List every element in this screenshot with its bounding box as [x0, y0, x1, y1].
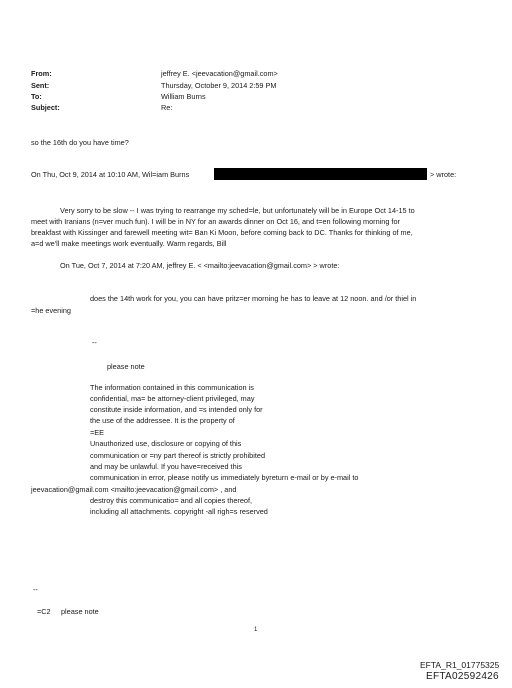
disclaimer-line-3: constitute inside information, and =s intended only for — [90, 405, 263, 414]
disclaimer-line-5: =EE — [90, 428, 104, 437]
to-label: To: — [31, 92, 42, 101]
disclaimer-tail-2: including all attachments. copyright -all righ=s reserved — [90, 507, 268, 516]
subject-label: Subject: — [31, 103, 60, 112]
please-note-2: please note — [61, 607, 99, 616]
bates-number-2: EFTA02592426 — [426, 671, 499, 682]
disclaimer-line-7: communication or =ny part thereof is strictly prohibited — [90, 451, 266, 460]
from-value: jeffrey E. <jeevacation@gmail.com> — [161, 69, 278, 78]
opening-line: so the 16th do you have time? — [31, 138, 129, 147]
burns-line-2: meet with Iranians (n=ver much fun). I will be in NY for an awards dinner on Oct 16, and t=en following morning for — [31, 217, 400, 226]
quote1-header-wrote: > wrote: — [430, 170, 457, 179]
signature-dashes-2: -- — [33, 585, 38, 594]
epstein-line-1: does the 14th work for you, you can have pritz=er morning he has to leave at 12 noon. and /or thiel in — [90, 294, 417, 303]
c2-fragment: =C2 — [37, 607, 51, 616]
disclaimer-line-8: and may be unlawful. If you have=received this — [90, 462, 242, 471]
burns-line-1: Very sorry to be slow -- I was trying to rearrange my sched=le, but unfortunately will be in Europe Oct 14-15 to — [60, 206, 415, 215]
sent-value: Thursday, October 9, 2014 2:59 PM — [161, 81, 277, 90]
disclaimer-line-1: The information contained in this communication is — [90, 383, 254, 392]
quote1-header: On Thu, Oct 9, 2014 at 10:10 AM, Wil=iam Burns — [31, 170, 190, 179]
disclaimer-line-6: Unauthorized use, disclosure or copying of this — [90, 439, 242, 448]
quote2-header: On Tue, Oct 7, 2014 at 7:20 AM, jeffrey E. < <mailto:jeevacation@gmail.com> > wrote: — [60, 261, 340, 270]
disclaimer-line-9: communication in error, please notify us immediately byreturn e-mail or by e-mail to — [90, 473, 359, 482]
redaction-box — [214, 168, 427, 180]
subject-value: Re: — [161, 103, 173, 112]
epstein-line-2: =he evening — [31, 306, 71, 315]
disclaimer-tail-1: destroy this communicatio= and all copies thereof, — [90, 496, 253, 505]
sent-label: Sent: — [31, 81, 50, 90]
to-value: William Burns — [161, 92, 206, 101]
disclaimer-line-4: the use of the addressee. It is the property of — [90, 416, 235, 425]
burns-line-4: a=d we'll make meetings work eventually. Warm regards, Bill — [31, 239, 227, 248]
burns-line-3: breakfast with Kissinger and farewell meeting wit= Ban Ki Moon, before coming back to DC. Thanks for thinking of me, — [31, 228, 413, 237]
disclaimer-email-line: jeevacation@gmail.com <mailto:jeevacation@gmail.com> , and — [31, 485, 237, 494]
please-note-heading: please note — [107, 362, 145, 371]
from-label: From: — [31, 69, 52, 78]
disclaimer-line-2: confidential, ma= be attorney-client privileged, may — [90, 394, 255, 403]
signature-dashes: -- — [92, 338, 97, 347]
page-number: 1 — [254, 627, 258, 633]
bates-number-1: EFTA_R1_01775325 — [420, 660, 500, 670]
